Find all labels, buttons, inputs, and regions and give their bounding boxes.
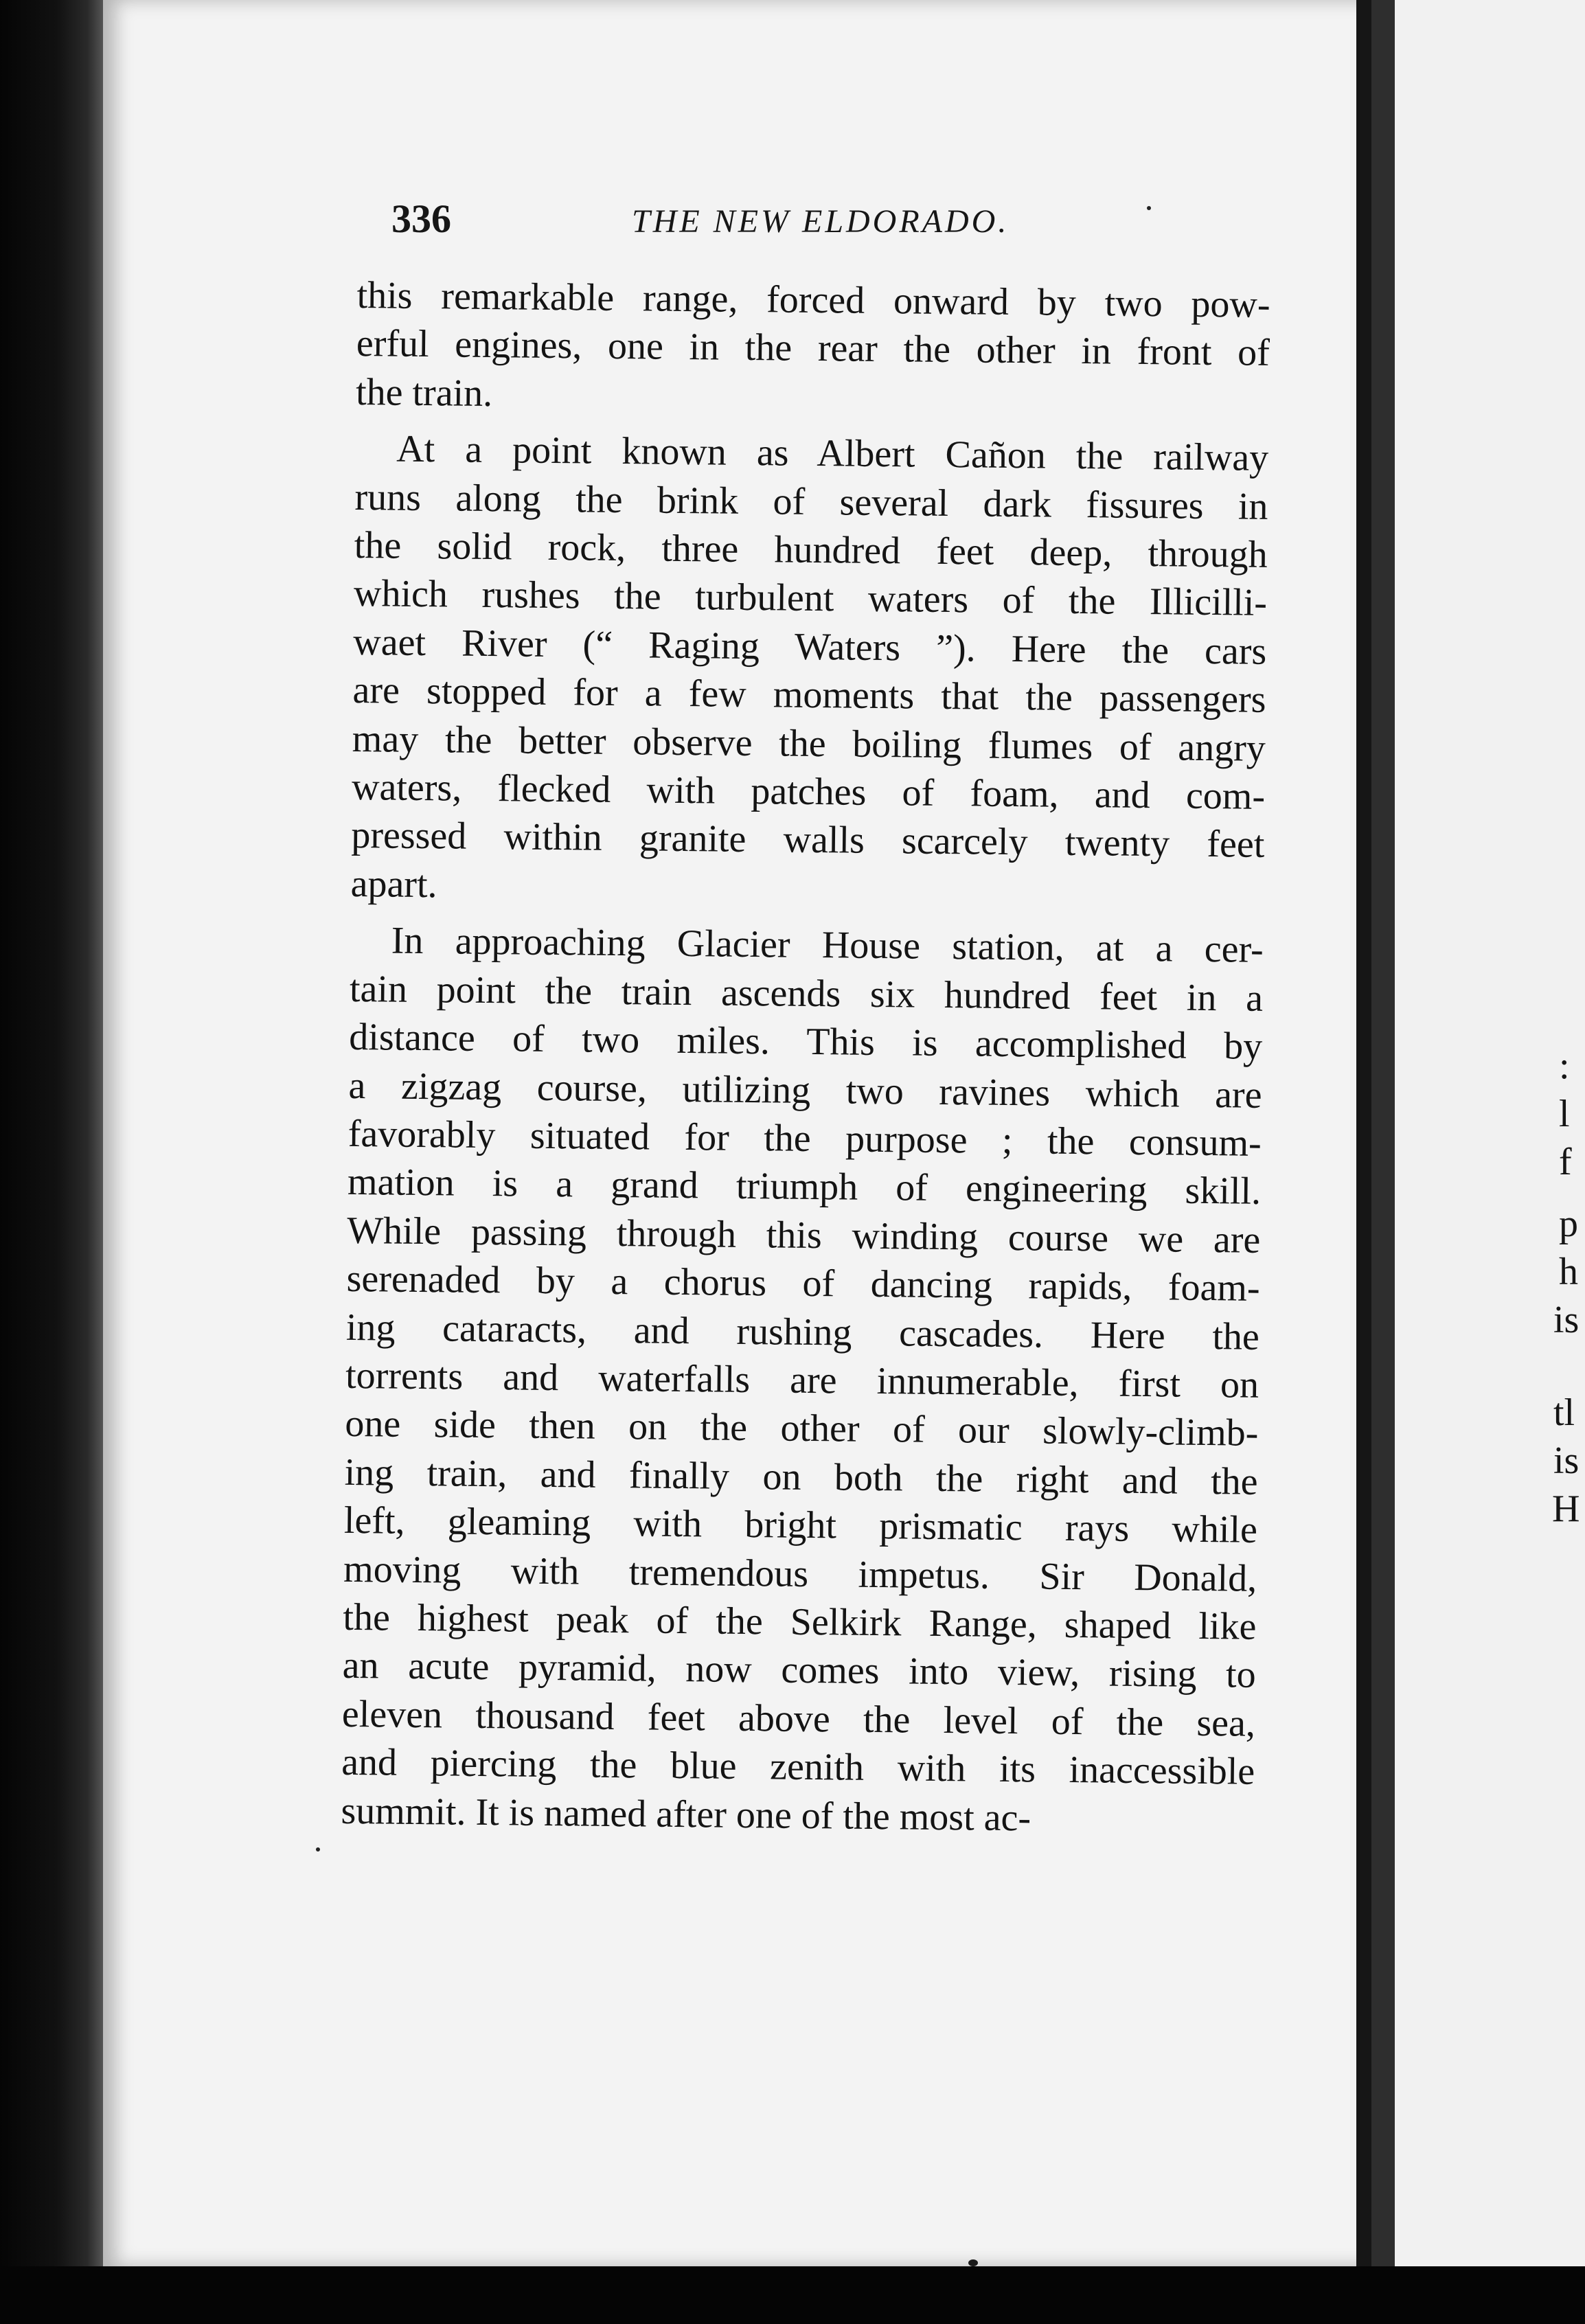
running-title: THE NEW ELDORADO. [632, 203, 1010, 240]
text-line: runs along the brink of several dark fissures in [354, 475, 1268, 528]
text-line: the solid rock, three hundred feet deep, through [354, 524, 1268, 576]
text-line: serenaded by a chorus of dancing rapids, foam- [346, 1257, 1260, 1310]
text-line: and piercing the blue zenith with its inaccessible [341, 1741, 1255, 1793]
text-line: are stopped for a few moments that the passengers [352, 669, 1266, 722]
text-line: the highest peak of the Selkirk Range, shaped like [343, 1595, 1257, 1648]
text-line: left, gleaming with bright prismatic rays while [343, 1499, 1258, 1551]
facing-page-fragment: H [1552, 1488, 1580, 1530]
text-line: ing cataracts, and rushing cascades. Here the [345, 1306, 1260, 1358]
text-line: In approaching Glacier House station, at a cer- [391, 919, 1264, 972]
facing-page [1395, 0, 1585, 2266]
text-line: erful engines, one in the rear the other in front of [356, 322, 1270, 375]
text-line: a zigzag course, utilizing two ravines which are [348, 1064, 1262, 1117]
bottom-dark-band [0, 2266, 1585, 2324]
paragraph [356, 271, 1270, 426]
text-line: At a point known as Albert Cañon the railway [396, 427, 1269, 480]
text-line: moving with tremendous impetus. Sir Donald, [343, 1547, 1257, 1600]
text-line: apart. [350, 862, 437, 907]
text-line: waet River (“ Raging Waters ”). Here the cars [353, 620, 1267, 673]
facing-page-fragment: f [1559, 1141, 1572, 1183]
scan-speck [1147, 206, 1151, 210]
text-line: one side then on the other of our slowly-climb- [345, 1402, 1259, 1455]
page-edge-shadow [1356, 0, 1371, 2266]
text-line: distance of two miles. This is accomplished by [348, 1016, 1263, 1068]
body-text [341, 271, 1270, 1853]
text-line: eleven thousand feet above the level of the sea, [341, 1692, 1256, 1745]
paragraph [350, 424, 1268, 918]
left-book-edge [0, 0, 103, 2324]
facing-page-fragment: is [1553, 1299, 1580, 1341]
facing-page-fragment: l [1559, 1093, 1570, 1135]
paragraph [341, 916, 1264, 1845]
text-line: mation is a grand triumph of engineering skill. [347, 1161, 1262, 1214]
facing-page-fragment: h [1559, 1251, 1578, 1293]
facing-page-fragment: tl [1553, 1391, 1575, 1434]
page-number: 336 [391, 196, 451, 241]
text-line: summit. It is named after one of the most ac- [341, 1789, 1031, 1839]
book-gutter [1371, 0, 1395, 2266]
text-line: While passing through this winding course we are [347, 1209, 1261, 1262]
text-line: the train. [355, 370, 493, 415]
facing-page-fragment: is [1553, 1439, 1580, 1482]
text-line: may the better observe the boiling flumes of angry [352, 717, 1266, 770]
page-header [391, 196, 1078, 251]
scan-speck [968, 2259, 978, 2266]
text-line: tain point the train ascends six hundred feet in a [349, 967, 1264, 1020]
text-line: which rushes the turbulent waters of the Illicilli- [353, 572, 1268, 625]
text-line: this remarkable range, forced onward by two pow- [356, 273, 1270, 326]
text-line: torrents and waterfalls are innumerable, first on [345, 1354, 1259, 1406]
text-line: ing train, and finally on both the right and the [344, 1450, 1258, 1503]
facing-page-fragment: : [1559, 1045, 1570, 1087]
facing-page-fragment: p [1559, 1203, 1578, 1245]
text-line: favorably situated for the purpose ; the consum- [347, 1112, 1262, 1165]
text-line: pressed within granite walls scarcely twenty feet [351, 814, 1265, 867]
text-line: an acute pyramid, now comes into view, rising to [342, 1644, 1256, 1697]
text-line: waters, flecked with patches of foam, and com- [351, 766, 1266, 818]
scan-speck [316, 1847, 320, 1852]
